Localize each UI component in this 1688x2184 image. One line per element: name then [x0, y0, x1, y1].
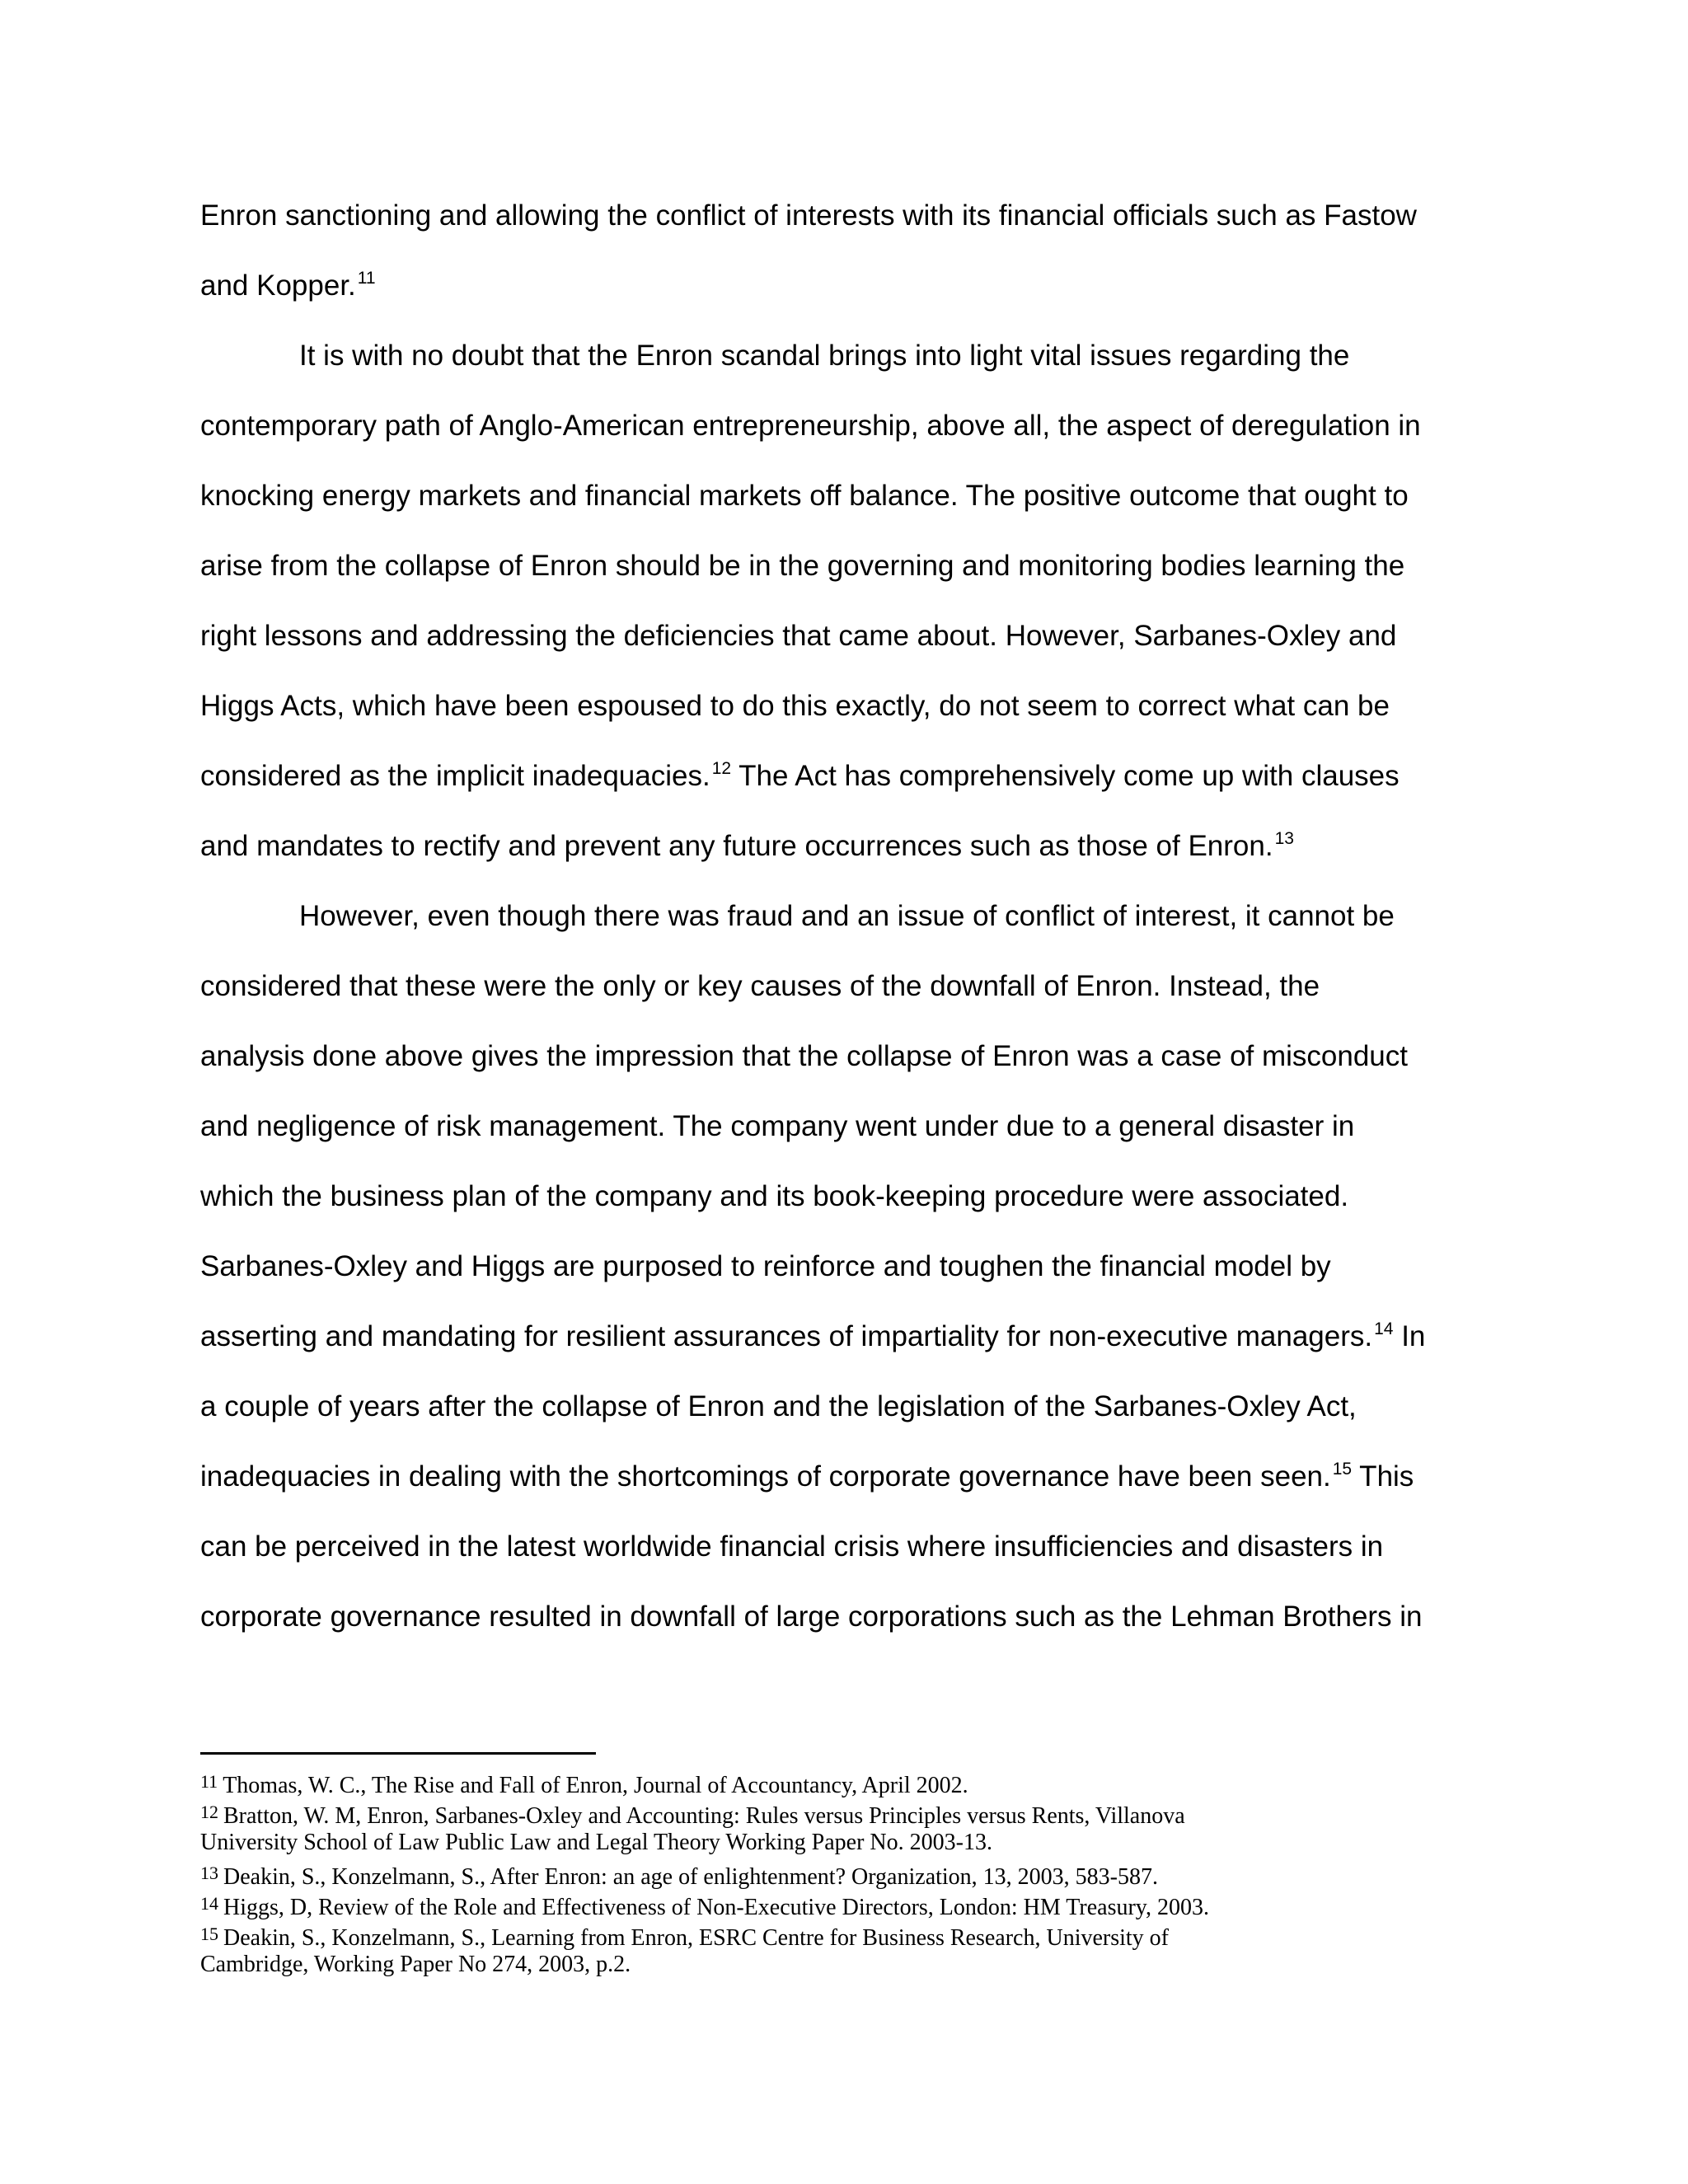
text-line	[200, 258, 1503, 328]
footnote-line	[200, 1797, 1486, 1827]
text-line	[200, 1099, 1503, 1169]
text-line	[200, 958, 1503, 1029]
text-line	[200, 1519, 1503, 1589]
text-line	[200, 678, 1503, 748]
footnote	[200, 1858, 1486, 1888]
footnote-number: 14	[200, 1893, 218, 1914]
text-segment: and mandates to rectify and prevent any future occurrences such as those of Enron.	[200, 830, 1273, 862]
text-segment: Enron sanctioning and allowing the conflict of interests with its financial officials such as Fastow	[200, 199, 1417, 232]
footnote-reference: 12	[711, 759, 732, 778]
paragraph	[200, 888, 1503, 1659]
text-segment: It is with no doubt that the Enron scandal brings into light vital issues regarding the	[299, 340, 1350, 372]
footnote-line	[200, 1919, 1486, 1949]
text-segment: Higgs Acts, which have been espoused to do this exactly, do not seem to correct what can be	[200, 690, 1390, 722]
text-segment: a couple of years after the collapse of Enron and the legislation of the Sarbanes-Oxley Act,	[200, 1390, 1357, 1422]
text-line	[200, 888, 1503, 958]
paragraph	[200, 328, 1503, 888]
footnote-text: Cambridge, Working Paper No 274, 2003, p.2.	[200, 1952, 631, 1977]
text-segment: inadequacies in dealing with the shortcomings of corporate governance have been seen.	[200, 1460, 1331, 1493]
footnote-separator	[200, 1752, 596, 1755]
text-segment: and negligence of risk management. The company went under due to a general disaster in	[200, 1110, 1355, 1142]
footnote-reference: 11	[357, 269, 376, 288]
text-line	[200, 1169, 1503, 1239]
text-line	[200, 398, 1503, 468]
footnote-number: 11	[200, 1771, 218, 1792]
text-segment: right lessons and addressing the deficiencies that came about. However, Sarbanes-Oxley and	[200, 620, 1397, 652]
text-segment: knocking energy markets and financial markets off balance. The positive outcome that ought to	[200, 480, 1409, 512]
text-line	[200, 1589, 1503, 1659]
footnote-line	[200, 1827, 1486, 1858]
text-segment: considered as the implicit inadequacies.	[200, 760, 710, 792]
text-segment: However, even though there was fraud and an issue of conflict of interest, it cannot be	[299, 900, 1395, 932]
text-line	[200, 538, 1503, 608]
text-segment: analysis done above gives the impression that the collapse of Enron was a case of misconduct	[200, 1040, 1408, 1072]
footnotes	[200, 1766, 1486, 1980]
footnote-number: 15	[200, 1924, 218, 1944]
text-line	[200, 468, 1503, 538]
text-segment: can be perceived in the latest worldwide financial crisis where insufficiencies and disasters in	[200, 1530, 1384, 1563]
footnote	[200, 1797, 1486, 1858]
text-segment: corporate governance resulted in downfall of large corporations such as the Lehman Brothers in	[200, 1601, 1423, 1633]
text-line	[200, 748, 1503, 818]
footnote-reference: 15	[1332, 1460, 1353, 1479]
text-segment: which the business plan of the company and its book-keeping procedure were associated.	[200, 1180, 1349, 1212]
footnote	[200, 1766, 1486, 1797]
footnote-line	[200, 1766, 1486, 1797]
footnote-text: Thomas, W. C., The Rise and Fall of Enron, Journal of Accountancy, April 2002.	[223, 1773, 968, 1798]
footnote-text: Deakin, S., Konzelmann, S., After Enron: an age of enlightenment? Organization, 13, 2003, 583-587.	[223, 1864, 1158, 1890]
text-line	[200, 818, 1503, 888]
footnote-reference: 13	[1274, 829, 1294, 848]
body-text	[200, 188, 1503, 1659]
text-segment: contemporary path of Anglo-American entrepreneurship, above all, the aspect of deregulation in	[200, 410, 1421, 442]
paragraph	[200, 188, 1503, 328]
footnote-number: 12	[200, 1802, 218, 1822]
text-line	[200, 1029, 1503, 1099]
text-segment: The Act has comprehensively come up with clauses	[731, 760, 1400, 792]
text-line	[200, 1449, 1503, 1519]
footnote-line	[200, 1858, 1486, 1888]
text-line	[200, 328, 1503, 398]
footnote-number: 13	[200, 1863, 218, 1883]
text-segment: arise from the collapse of Enron should be in the governing and monitoring bodies learning the	[200, 550, 1405, 582]
footnote-line	[200, 1949, 1486, 1980]
text-segment: and Kopper.	[200, 269, 356, 302]
text-segment: asserting and mandating for resilient assurances of impartiality for non-executive managers.	[200, 1320, 1373, 1352]
footnote-text: Bratton, W. M, Enron, Sarbanes-Oxley and Accounting: Rules versus Principles versus Rents, Villanova	[223, 1803, 1185, 1829]
footnote-text: University School of Law Public Law and Legal Theory Working Paper No. 2003-13.	[200, 1830, 992, 1855]
text-segment: In	[1393, 1320, 1426, 1352]
text-segment: considered that these were the only or key causes of the downfall of Enron. Instead, the	[200, 970, 1320, 1002]
footnote-text: Deakin, S., Konzelmann, S., Learning from Enron, ESRC Centre for Business Research, University of	[223, 1925, 1170, 1951]
text-line	[200, 1239, 1503, 1309]
footnote-line	[200, 1888, 1486, 1919]
text-line	[200, 1379, 1503, 1449]
footnote	[200, 1919, 1486, 1980]
text-line	[200, 1309, 1503, 1379]
text-segment: This	[1352, 1460, 1414, 1493]
text-line	[200, 608, 1503, 678]
text-segment: Sarbanes-Oxley and Higgs are purposed to reinforce and toughen the financial model by	[200, 1250, 1331, 1282]
footnote	[200, 1888, 1486, 1919]
footnote-reference: 14	[1374, 1319, 1394, 1338]
footnote-text: Higgs, D, Review of the Role and Effectiveness of Non-Executive Directors, London: HM Treasury, 2003.	[223, 1895, 1209, 1920]
text-line	[200, 188, 1503, 258]
